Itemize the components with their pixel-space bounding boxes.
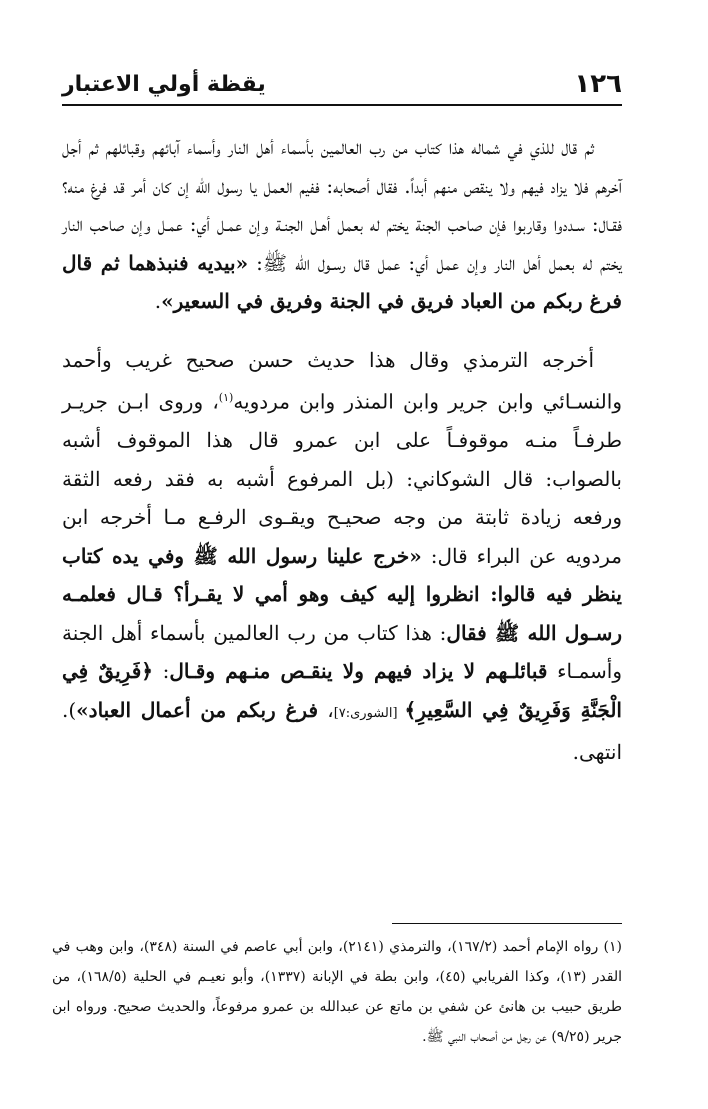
hadith-quote-2: قبائلـهم لا يزاد فيهم ولا ينقـص منـهم وقـال [169,659,548,684]
paragraph-2-text-4: : [152,659,170,684]
paragraph-2-text-5: ، [318,697,334,722]
paragraph-2-text-1: أخرجه الترمذي وقال هذا حديث حسن صحيح غريب وأحمد والنسـائي وابن جرير وابن المنذر وابن مردويه [62,347,622,414]
paragraph-1-end: . [154,289,162,313]
verse-reference: [الشورى:٧] [333,705,405,721]
paragraph-2 [62,341,622,772]
running-title: يقظة أولي الاعتبار [62,72,266,97]
paragraph-1-text: ثم قال للذي في شماله هذا كتاب من رب العالمين بأسماء أهل النار وأسماء آبائهم وقبائلهم ثم أجل آخرهم فلا يزاد فيهم ولا ينقص منهم أبداً. فقال أصحابه: ففيم العمل يا رسول الله إن كان أمر قد فرغ منه؟ فقـال: سـددوا وقاربوا فإن صاحب الجنة يختم له بعمل أهـل الجنـة وإن عمـل أي: عمـل وإن صاحب النار يختم له بعمل أهل النار وإن عمل أي: عمل قال رسـول الله ﷺ: [62,135,622,275]
footnote-ref: (١) [218,391,234,404]
main-text [62,128,622,772]
hadith-quote: «بيديه فنبذهما ثم قال فرغ ربكم من العباد فريق في الجنة وفريق في السعير» [62,250,622,313]
hadith-quote-3: فرغ ربكم من أعمال العباد» [76,697,319,722]
footnote-1: (١) رواه الإمام أحمد (١٦٧/٢)، والترمذي (٢١٤١)، وابن أبي عاصم في السنة (٣٤٨)، وابن وهب في القدر (١٣)، وكذا الفريابي (٤٥)، وابن بطة في الإبانة (١٣٣٧)، وأبو نعيـم في الحلية (١٦٨/٥)، من طريق حبيب بن هانئ عن شفي بن ماتع عن عبدالله بن عمرو مرفوعاً، والحديث صحيح. ورواه ابن جرير (٩/٢٥) عن رجل من أصحاب النبي ﷺ. [52,939,623,1045]
paragraph-2-text-3: : هذا كتاب من رب العالمين بأسماء أهل الجنة وأسمـاء [62,620,622,684]
quran-verse: ﴿فَرِيقٌ فِي الْجَنَّةِ وَفَرِيقٌ فِي السَّعِيرِ﴾ [62,659,622,722]
paragraph-1 [62,128,622,321]
hadith-quote-1: «خرج علينا رسول الله ﷺ وفي يده كتاب ينظر فيه قالوا: انظروا إليه كيف وهو أمي لا يقـرأ؟ قـال فعلمـه رسـول الله ﷺ فقال [62,543,622,645]
footnotes [52,932,622,1052]
paragraph-2-text-2: ، وروى ابـن جريـر طرفـاً منـه موقوفـاً على ابن عمرو قال هذا الموقوف أشبه بالصواب: قال الشوكاني: (بل المرفوع أشبه به فقد رفعه الثقة ورفعه زيادة ثابتة من وجه صحيـح ويقـوى الرفـع مـا أخرجه ابن مردويه عن البراء قال: [62,389,622,568]
footnote-separator [392,923,622,924]
header-rule [62,104,622,106]
page-header [62,68,622,104]
page-number: ١٢٦ [574,69,622,99]
paragraph-2-text-6: ). انتهى. [62,697,622,765]
